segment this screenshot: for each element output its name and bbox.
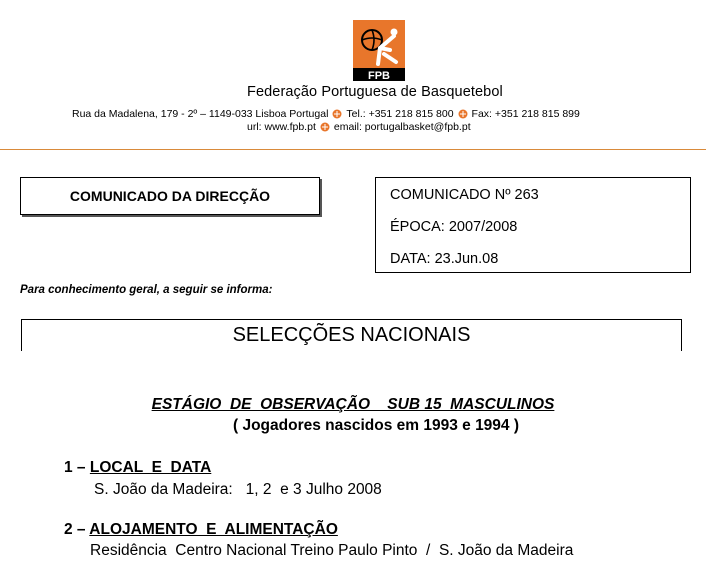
basketball-player-icon	[320, 122, 330, 132]
item-number: 2 –	[64, 521, 86, 538]
item-heading	[64, 521, 338, 539]
section-heading: SELECÇÕES NACIONAIS	[232, 324, 471, 346]
telephone-text: Tel.: +351 218 815 800	[346, 108, 454, 120]
section-heading-box	[21, 319, 682, 351]
subject-title: ESTÁGIO DE OBSERVAÇÃO SUB 15 MASCULINOS	[151, 396, 555, 413]
communique-info-box	[375, 177, 691, 273]
organization-name: Federação Portuguesa de Basquetebol	[247, 84, 503, 100]
email-link[interactable]: email: portugalbasket@fpb.pt	[333, 121, 471, 133]
item-title: ALOJAMENTO E ALIMENTAÇÃO	[89, 521, 338, 538]
address-text: Rua da Madalena, 179 - 2º – 1149-033 Lisboa Portugal	[72, 108, 329, 120]
fax-text: Fax: +351 218 815 899	[471, 108, 580, 120]
intro-text: Para conhecimento geral, a seguir se informa:	[20, 284, 273, 296]
address-line	[72, 108, 580, 120]
item-number: 1 –	[64, 459, 86, 476]
contact-line	[247, 121, 471, 133]
communique-number: COMUNICADO Nº 263	[390, 187, 539, 203]
item-body: Residência Centro Nacional Treino Paulo Pinto / S. João da Madeira	[90, 542, 574, 559]
fpb-logo	[350, 18, 408, 82]
subject-subtitle: ( Jogadores nascidos em 1993 e 1994 )	[232, 417, 520, 434]
date: DATA: 23.Jun.08	[390, 251, 499, 267]
season: ÉPOCA: 2007/2008	[390, 219, 518, 235]
basketball-player-icon	[458, 109, 468, 119]
item-body: S. João da Madeira: 1, 2 e 3 Julho 2008	[94, 481, 382, 498]
document-title: COMUNICADO DA DIRECÇÃO	[69, 188, 271, 204]
item-heading	[64, 459, 211, 477]
document-title-box	[20, 177, 320, 215]
svg-text:FPB: FPB	[368, 70, 390, 82]
header-divider	[0, 149, 706, 150]
item-title: LOCAL E DATA	[89, 459, 212, 476]
url-link[interactable]: url: www.fpb.pt	[247, 121, 316, 133]
basketball-player-icon	[332, 109, 342, 119]
